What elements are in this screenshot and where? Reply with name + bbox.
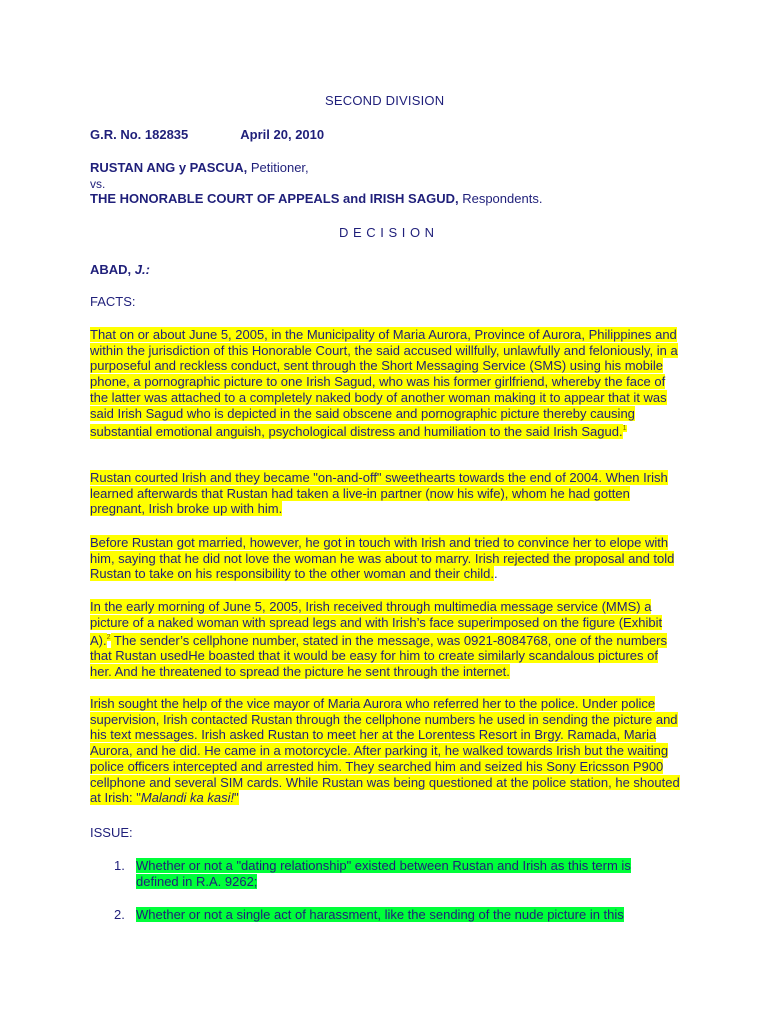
facts-paragraph-5-text-a: Irish sought the help of the vice mayor of Maria Aurora who referred her to the police [90, 696, 575, 711]
division-title: SECOND DIVISION [325, 93, 445, 108]
facts-paragraph-1 [90, 327, 680, 439]
facts-paragraph-2-text-b: When Irish learned afterwards that Rustan had taken a live-in partner (now his wife), whom he had gotten pregnant, Irish broke up with him. [90, 470, 668, 517]
decision-heading: DECISION [339, 225, 439, 240]
petitioner-role: Petitioner, [247, 160, 309, 175]
facts-paragraph-5 [90, 696, 680, 806]
issue-item-1 [114, 858, 674, 889]
versus-label: vs. [90, 177, 106, 191]
facts-paragraph-5-quote: Malandi ka kasi! [140, 790, 235, 806]
facts-paragraph-1-text: That on or about June 5, 2005, in the Municipality of Maria Aurora, Province of Aurora, Philippines and within the jurisdiction of this Honorable Court, the said accused willfully, unlawfully and feloniously, in a purposeful and reckless conduct, sent through the Short Messaging Service (SMS) using his mobile phone, a pornographic picture to one Irish Sagud, who was his former girlfriend, whereby the face of the latter was attached to a completely naked body of another woman making it to appear that it was said Irish Sagud who is depicted in the said obscene and pornographic picture thereby causing substantial emotional anguish, psychological distress and humiliation to the said Irish Sagud. [90, 327, 678, 439]
respondent-role: Respondents. [458, 191, 543, 206]
petitioner-line [90, 160, 309, 175]
ponente-name: ABAD, [90, 262, 135, 277]
ponente-suffix: J.: [134, 262, 150, 277]
facts-paragraph-5-text-b: . Under police supervision, Irish contacted Rustan through the cellphone numbers he used in sending the picture and his text messages. Irish asked Rustan to meet her at the Lorentess Resort in Brgy. Ramada, Maria Aurora, and he did. He came in a motorcycle. After parking it, he walked towards Irish but the waiting police officers intercepted and arrested him. They searched him and seized his Sony Ericsson P900 cellphone and several SIM cards. While Rustan was being questioned at the police station, he shouted at Irish: " [90, 696, 680, 806]
facts-paragraph-4 [90, 599, 680, 680]
issue-item-1-number: 1. [114, 858, 125, 873]
case-number-line [90, 127, 324, 142]
issue-item-1-text: Whether or not a "dating relationship" existed between Rustan and Irish as this term is defined in R.A. 9262; [136, 858, 631, 889]
facts-paragraph-5-end: " [234, 790, 239, 806]
issue-item-2-text: Whether or not a single act of harassment, like the sending of the nude picture in this [136, 907, 624, 922]
respondent-name: THE HONORABLE COURT OF APPEALS and IRISH SAGUD, [90, 191, 459, 206]
facts-paragraph-3-end: . [493, 566, 498, 582]
facts-paragraph-4-text-a: In the early morning of June 5, 2005, Irish received through multimedia message service (MMS) a picture of a naked woman with spread legs and with Irish’s face superimposed on the figure (Exhibit A). [90, 599, 663, 648]
issue-item-2 [114, 907, 674, 923]
footnote-1-link[interactable]: 1 [622, 425, 627, 433]
footnote-2-link[interactable]: 2 [106, 634, 111, 642]
issue-heading: ISSUE: [90, 825, 133, 840]
facts-paragraph-3-text: Before Rustan got married, however, he got in touch with Irish and tried to convince her to elope with him, saying that he did not love the woman he was about to marry. Irish rejected the proposal and told Rustan to take on his responsibility to the other woman and their child. [90, 535, 675, 582]
issue-item-2-number: 2. [114, 907, 125, 922]
facts-paragraph-2-text-a: Rustan courted Irish and they became "on-and-off" sweethearts towards the end of 2004. [90, 470, 602, 485]
gr-number: G.R. No. 182835 [90, 127, 189, 142]
petitioner-name: RUSTAN ANG y PASCUA, [90, 160, 248, 175]
respondent-line [90, 191, 542, 206]
facts-heading: FACTS: [90, 294, 136, 309]
decision-date: April 20, 2010 [240, 127, 325, 142]
facts-paragraph-3 [90, 535, 680, 582]
ponente-line [90, 262, 150, 277]
facts-paragraph-4-text-b: The sender’s cellphone number, stated in the message, was 0921-8084768, one of the numbers that Rustan usedHe boasted that it would be easy for him to create similarly scandalous pictures of her. And he threatened to spread the picture he sent through the internet. [90, 632, 668, 680]
facts-paragraph-2 [90, 470, 680, 517]
